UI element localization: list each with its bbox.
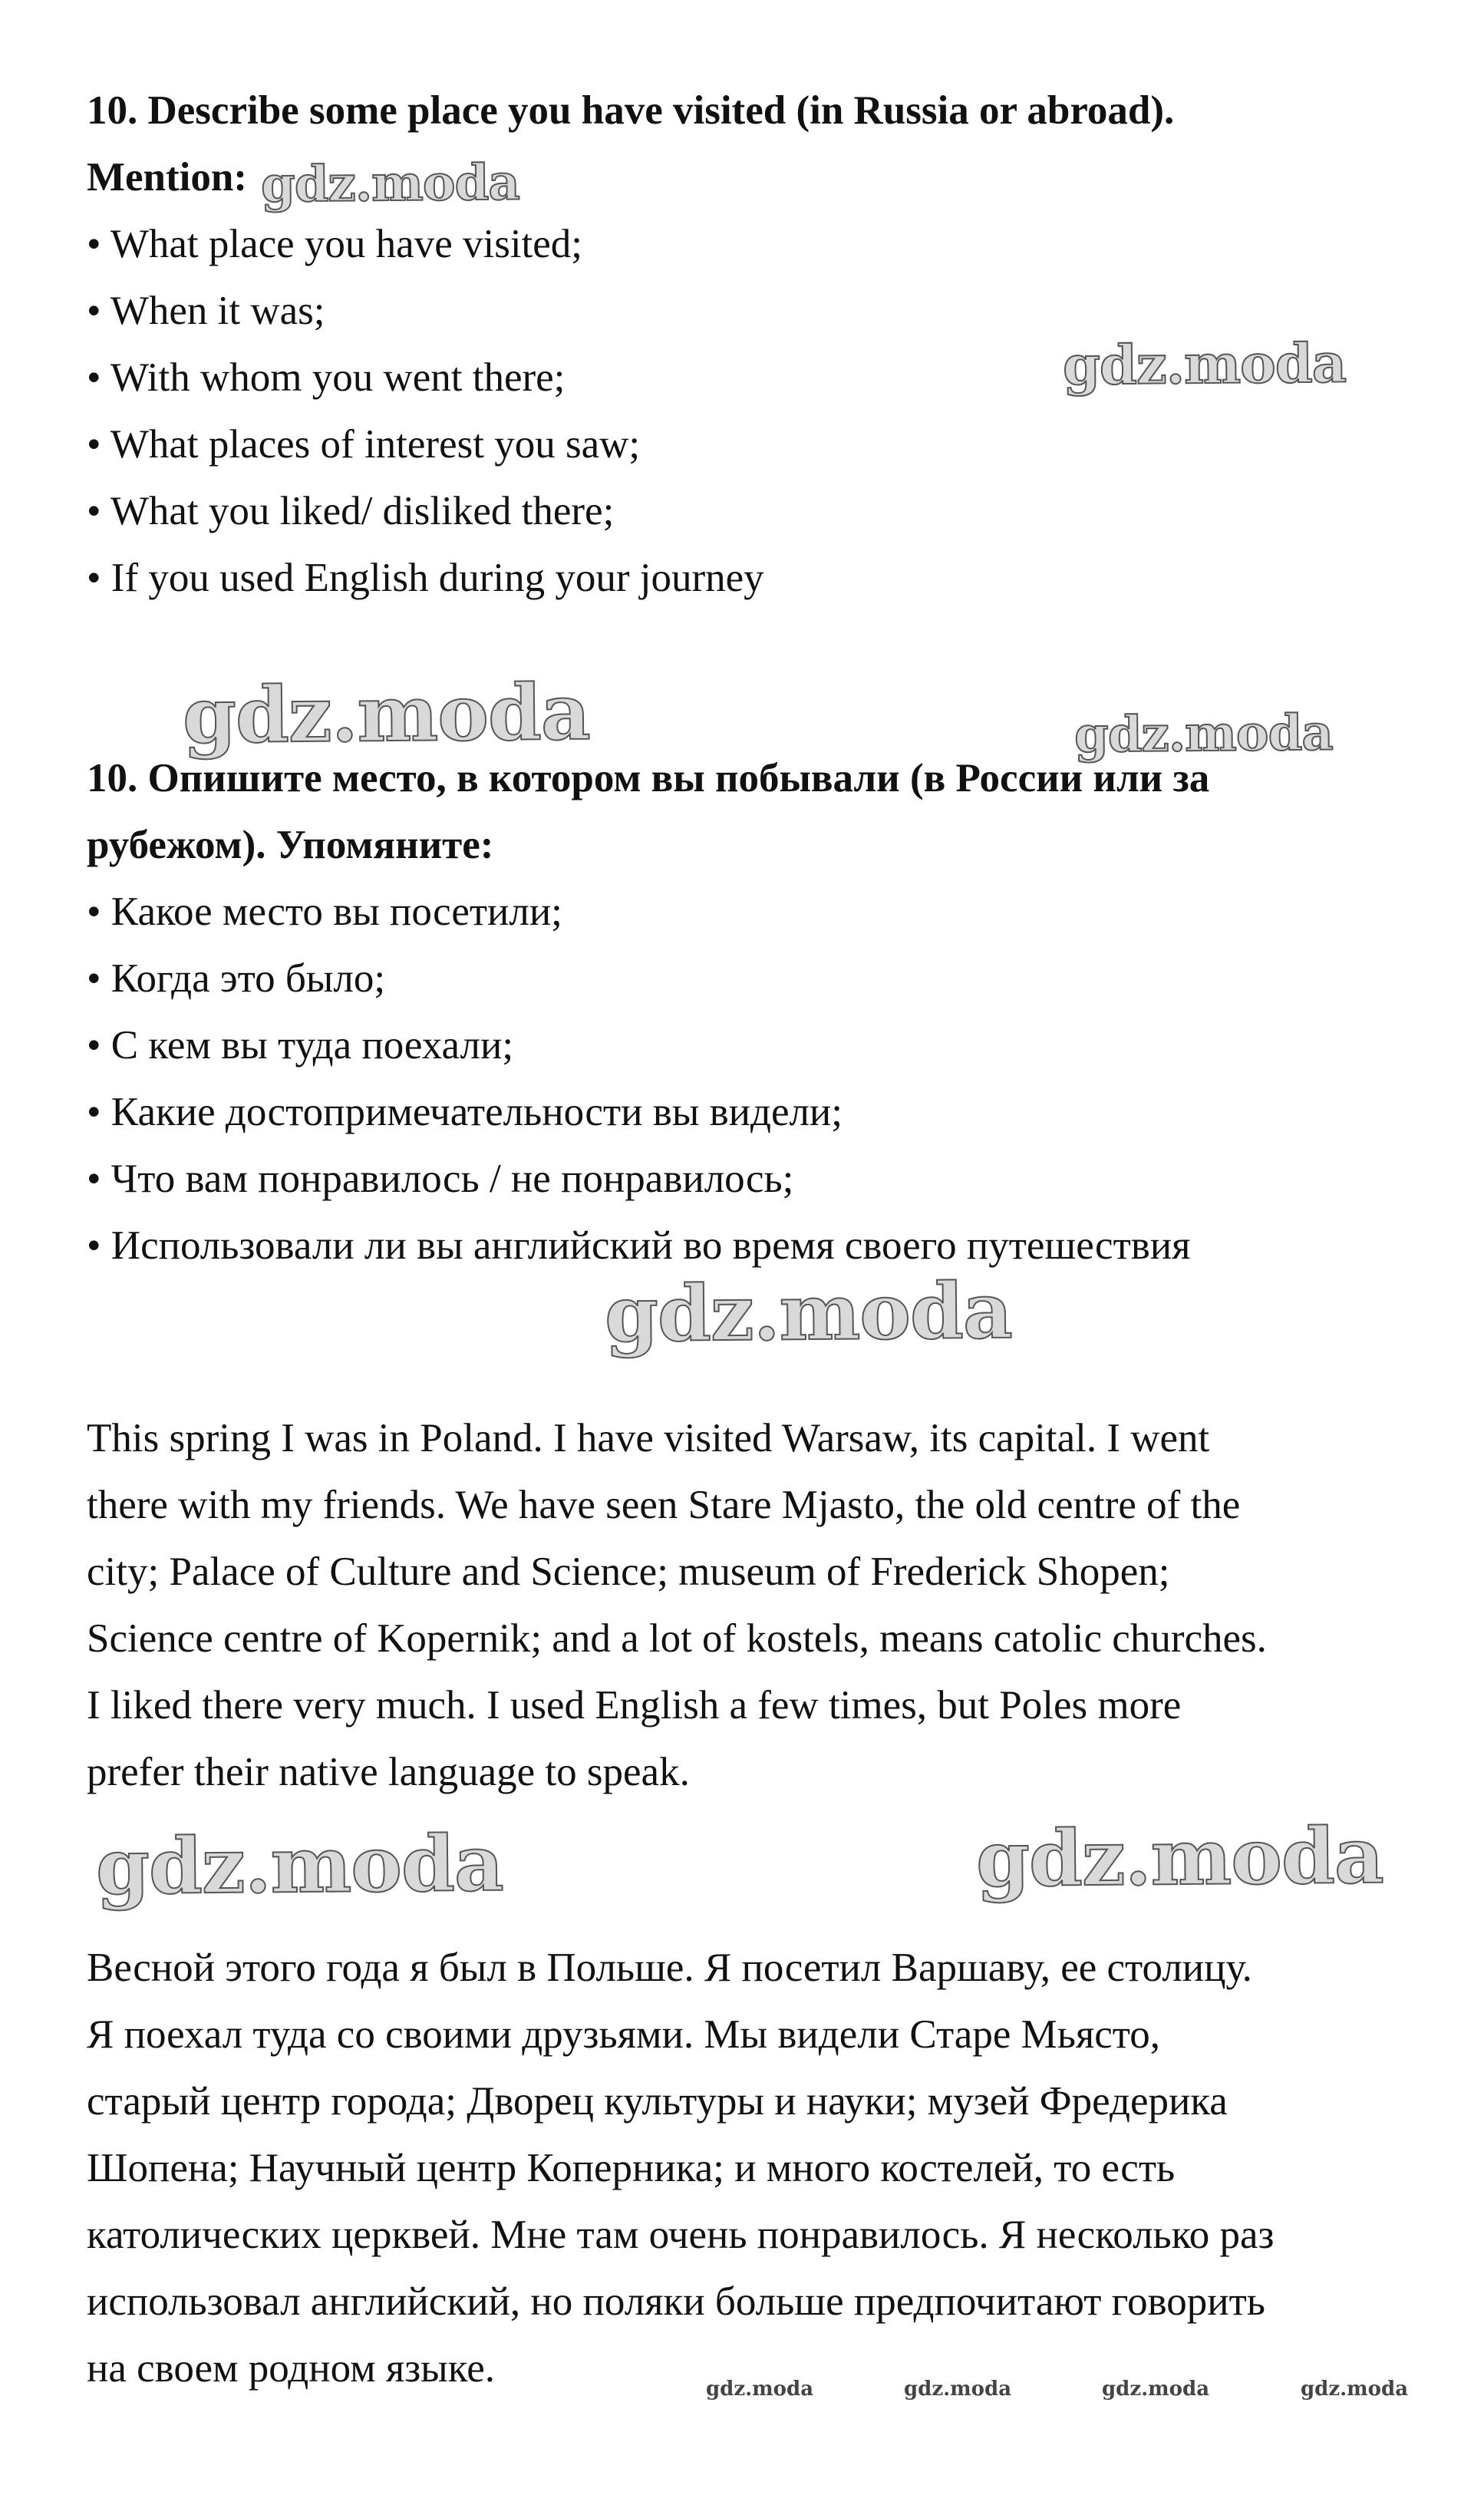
watermark: gdz.moda bbox=[1062, 331, 1347, 398]
task-bullet-ru: • С кем вы туда поехали; bbox=[87, 1023, 514, 1068]
task-bullet-ru: • Какие достопримечательности вы видели; bbox=[87, 1090, 843, 1134]
task-mention-en: Mention: bbox=[87, 155, 248, 200]
answer-ru-line: на своем родном языке. bbox=[87, 2346, 495, 2391]
task-bullet-en: • What place you have visited; bbox=[87, 222, 583, 266]
answer-en-line: This spring I was in Poland. I have visited Warsaw, its capital. I went bbox=[87, 1416, 1210, 1460]
task-bullet-ru: • Какое место вы посетили; bbox=[87, 889, 562, 934]
watermark: gdz.moda bbox=[95, 1817, 504, 1913]
answer-ru-line: использовал английский, но поляки больше предпочитают говорить bbox=[87, 2279, 1265, 2324]
answer-ru-line: Я поехал туда со своими друзьями. Мы видели Старе Мьясто, bbox=[87, 2012, 1161, 2057]
task-bullet-en: • What you liked/ disliked there; bbox=[87, 489, 615, 533]
answer-ru-line: католических церквей. Мне там очень понравилось. Я несколько раз bbox=[87, 2213, 1275, 2257]
watermark: gdz.moda bbox=[904, 2378, 1012, 2401]
watermark: gdz.moda bbox=[182, 666, 591, 761]
answer-en-line: city; Palace of Culture and Science; museum of Frederick Shopen; bbox=[87, 1549, 1170, 1594]
answer-en-line: there with my friends. We have seen Stare Mjasto, the old centre of the bbox=[87, 1483, 1241, 1527]
task-bullet-ru: • Когда это было; bbox=[87, 956, 386, 1001]
task-title-en: 10. Describe some place you have visited (in Russia or abroad). bbox=[87, 88, 1175, 133]
task-bullet-ru: • Что вам понравилось / не понравилось; bbox=[87, 1157, 794, 1201]
watermark: gdz.moda bbox=[1073, 704, 1334, 764]
task-title-ru-line1: 10. Опишите место, в котором вы побывали (в России или за bbox=[87, 756, 1210, 800]
watermark: gdz.moda bbox=[1102, 2378, 1210, 2401]
task-bullet-en: • What places of interest you saw; bbox=[87, 422, 641, 467]
answer-en-line: I liked there very much. I used English a few times, but Poles more bbox=[87, 1683, 1182, 1728]
watermark: gdz.moda bbox=[260, 153, 520, 214]
task-bullet-ru: • Использовали ли вы английский во время своего путешествия bbox=[87, 1223, 1191, 1268]
watermark: gdz.moda bbox=[706, 2378, 814, 2401]
task-title-ru-line2: рубежом). Упомяните: bbox=[87, 823, 494, 867]
watermark: gdz.moda bbox=[604, 1265, 1013, 1360]
task-bullet-en: • When it was; bbox=[87, 289, 325, 333]
answer-ru-line: Весной этого года я был в Польше. Я посетил Варшаву, ее столицу. bbox=[87, 1946, 1252, 1990]
task-bullet-en: • With whom you went there; bbox=[87, 355, 566, 400]
answer-ru-line: Шопена; Научный центр Коперника; и много костелей, то есть bbox=[87, 2146, 1176, 2190]
watermark: gdz.moda bbox=[975, 1810, 1384, 1905]
watermark: gdz.moda bbox=[1301, 2378, 1409, 2401]
task-bullet-en: • If you used English during your journey bbox=[87, 556, 764, 600]
answer-en-line: Science centre of Kopernik; and a lot of kostels, means catolic churches. bbox=[87, 1616, 1267, 1661]
answer-en-line: prefer their native language to speak. bbox=[87, 1750, 690, 1794]
answer-ru-line: старый центр города; Дворец культуры и науки; музей Фредерика bbox=[87, 2079, 1228, 2124]
